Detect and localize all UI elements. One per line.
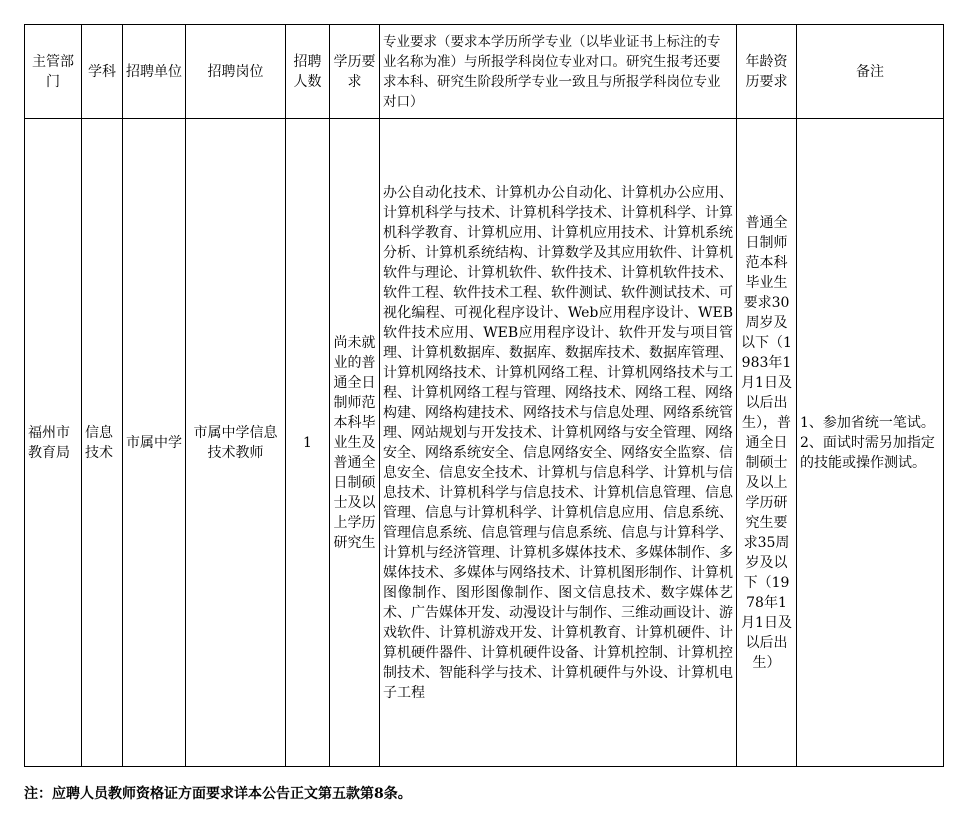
table-row xyxy=(25,119,944,767)
header-age: 年龄资历要求 xyxy=(737,25,797,119)
recruitment-table xyxy=(24,24,944,767)
header-education: 学历要求 xyxy=(330,25,380,119)
cell-unit: 市属中学 xyxy=(123,119,186,767)
cell-subject: 信息技术 xyxy=(82,119,123,767)
cell-position: 市属中学信息技术教师 xyxy=(186,119,286,767)
cell-dept: 福州市教育局 xyxy=(25,119,82,767)
footnote: 注：应聘人员教师资格证方面要求详本公告正文第五款第8条。 xyxy=(24,786,412,802)
header-row xyxy=(25,25,944,119)
header-remark: 备注 xyxy=(797,25,944,119)
header-position: 招聘岗位 xyxy=(186,25,286,119)
cell-education: 尚未就业的普通全日制师范本科毕业生及普通全日制硕士及以上学历研究生 xyxy=(330,119,380,767)
cell-age: 普通全日制师范本科毕业生要求30周岁及以下（1983年1月1日及以后出生），普通全日制硕士及以上学历研究生要求35周岁及以下（1978年1月1日及以后出生） xyxy=(737,119,797,767)
remark-item-2: 2、面试时需另加指定的技能或操作测试。 xyxy=(800,434,935,471)
header-subject: 学科 xyxy=(82,25,123,119)
header-dept: 主管部门 xyxy=(25,25,82,119)
header-major: 专业要求（要求本学历所学专业（以毕业证书上标注的专业名称为准）与所报学科岗位专业对口。研究生报考还要求本科、研究生阶段所学专业一致且与所报学科岗位专业对口） xyxy=(380,25,737,119)
cell-count: 1 xyxy=(286,119,330,767)
cell-major: 办公自动化技术、计算机办公自动化、计算机办公应用、计算机科学与技术、计算机科学技术、计算机科学、计算机科学教育、计算机应用、计算机应用技术、计算机系统分析、计算机系统结构、计算数学及其应用软件、计算机软件与理论、计算机软件、软件技术、计算机软件技术、软件工程、软件技术工程、软件测试、软件测试技术、可视化编程、可视化程序设计、Web应用程序设计、WEB软件技术应用、WEB应用程序设计、软件开发与项目管理、计算机数据库、数据库、数据库技术、数据库管理、计算机网络技术、计算机网络工程、计算机网络技术与工程、计算机网络工程与管理、网络技术、网络工程、网络构建、网络构建技术、网络技术与信息处理、网络系统管理、网站规划与开发技术、计算机网络与安全管理、网络安全、网络系统安全、信息网络安全、网络安全监察、信息安全、信息安全技术、计算机与信息科学、计算机与信息技术、计算机科学与信息技术、计算机信息管理、信息管理、信息与计算机科学、计算机信息应用、信息系统、管理信息系统、信息管理与信息系统、信息与计算科学、计算机与经济管理、计算机多媒体技术、多媒体制作、多媒体技术、多媒体与网络技术、计算机图形制作、计算机图像制作、图形图像制作、图文信息技术、数字媒体艺术、广告媒体开发、动漫设计与制作、三维动画设计、游戏软件、计算机游戏开发、计算机教育、计算机硬件、计算机硬件器件、计算机硬件设备、计算机控制、计算机控制技术、智能科学与技术、计算机硬件与外设、计算机电子工程 xyxy=(380,119,737,767)
cell-remark xyxy=(797,119,944,767)
remark-item-1: 1、参加省统一笔试。 xyxy=(800,414,935,431)
header-count: 招聘人数 xyxy=(286,25,330,119)
header-unit: 招聘单位 xyxy=(123,25,186,119)
